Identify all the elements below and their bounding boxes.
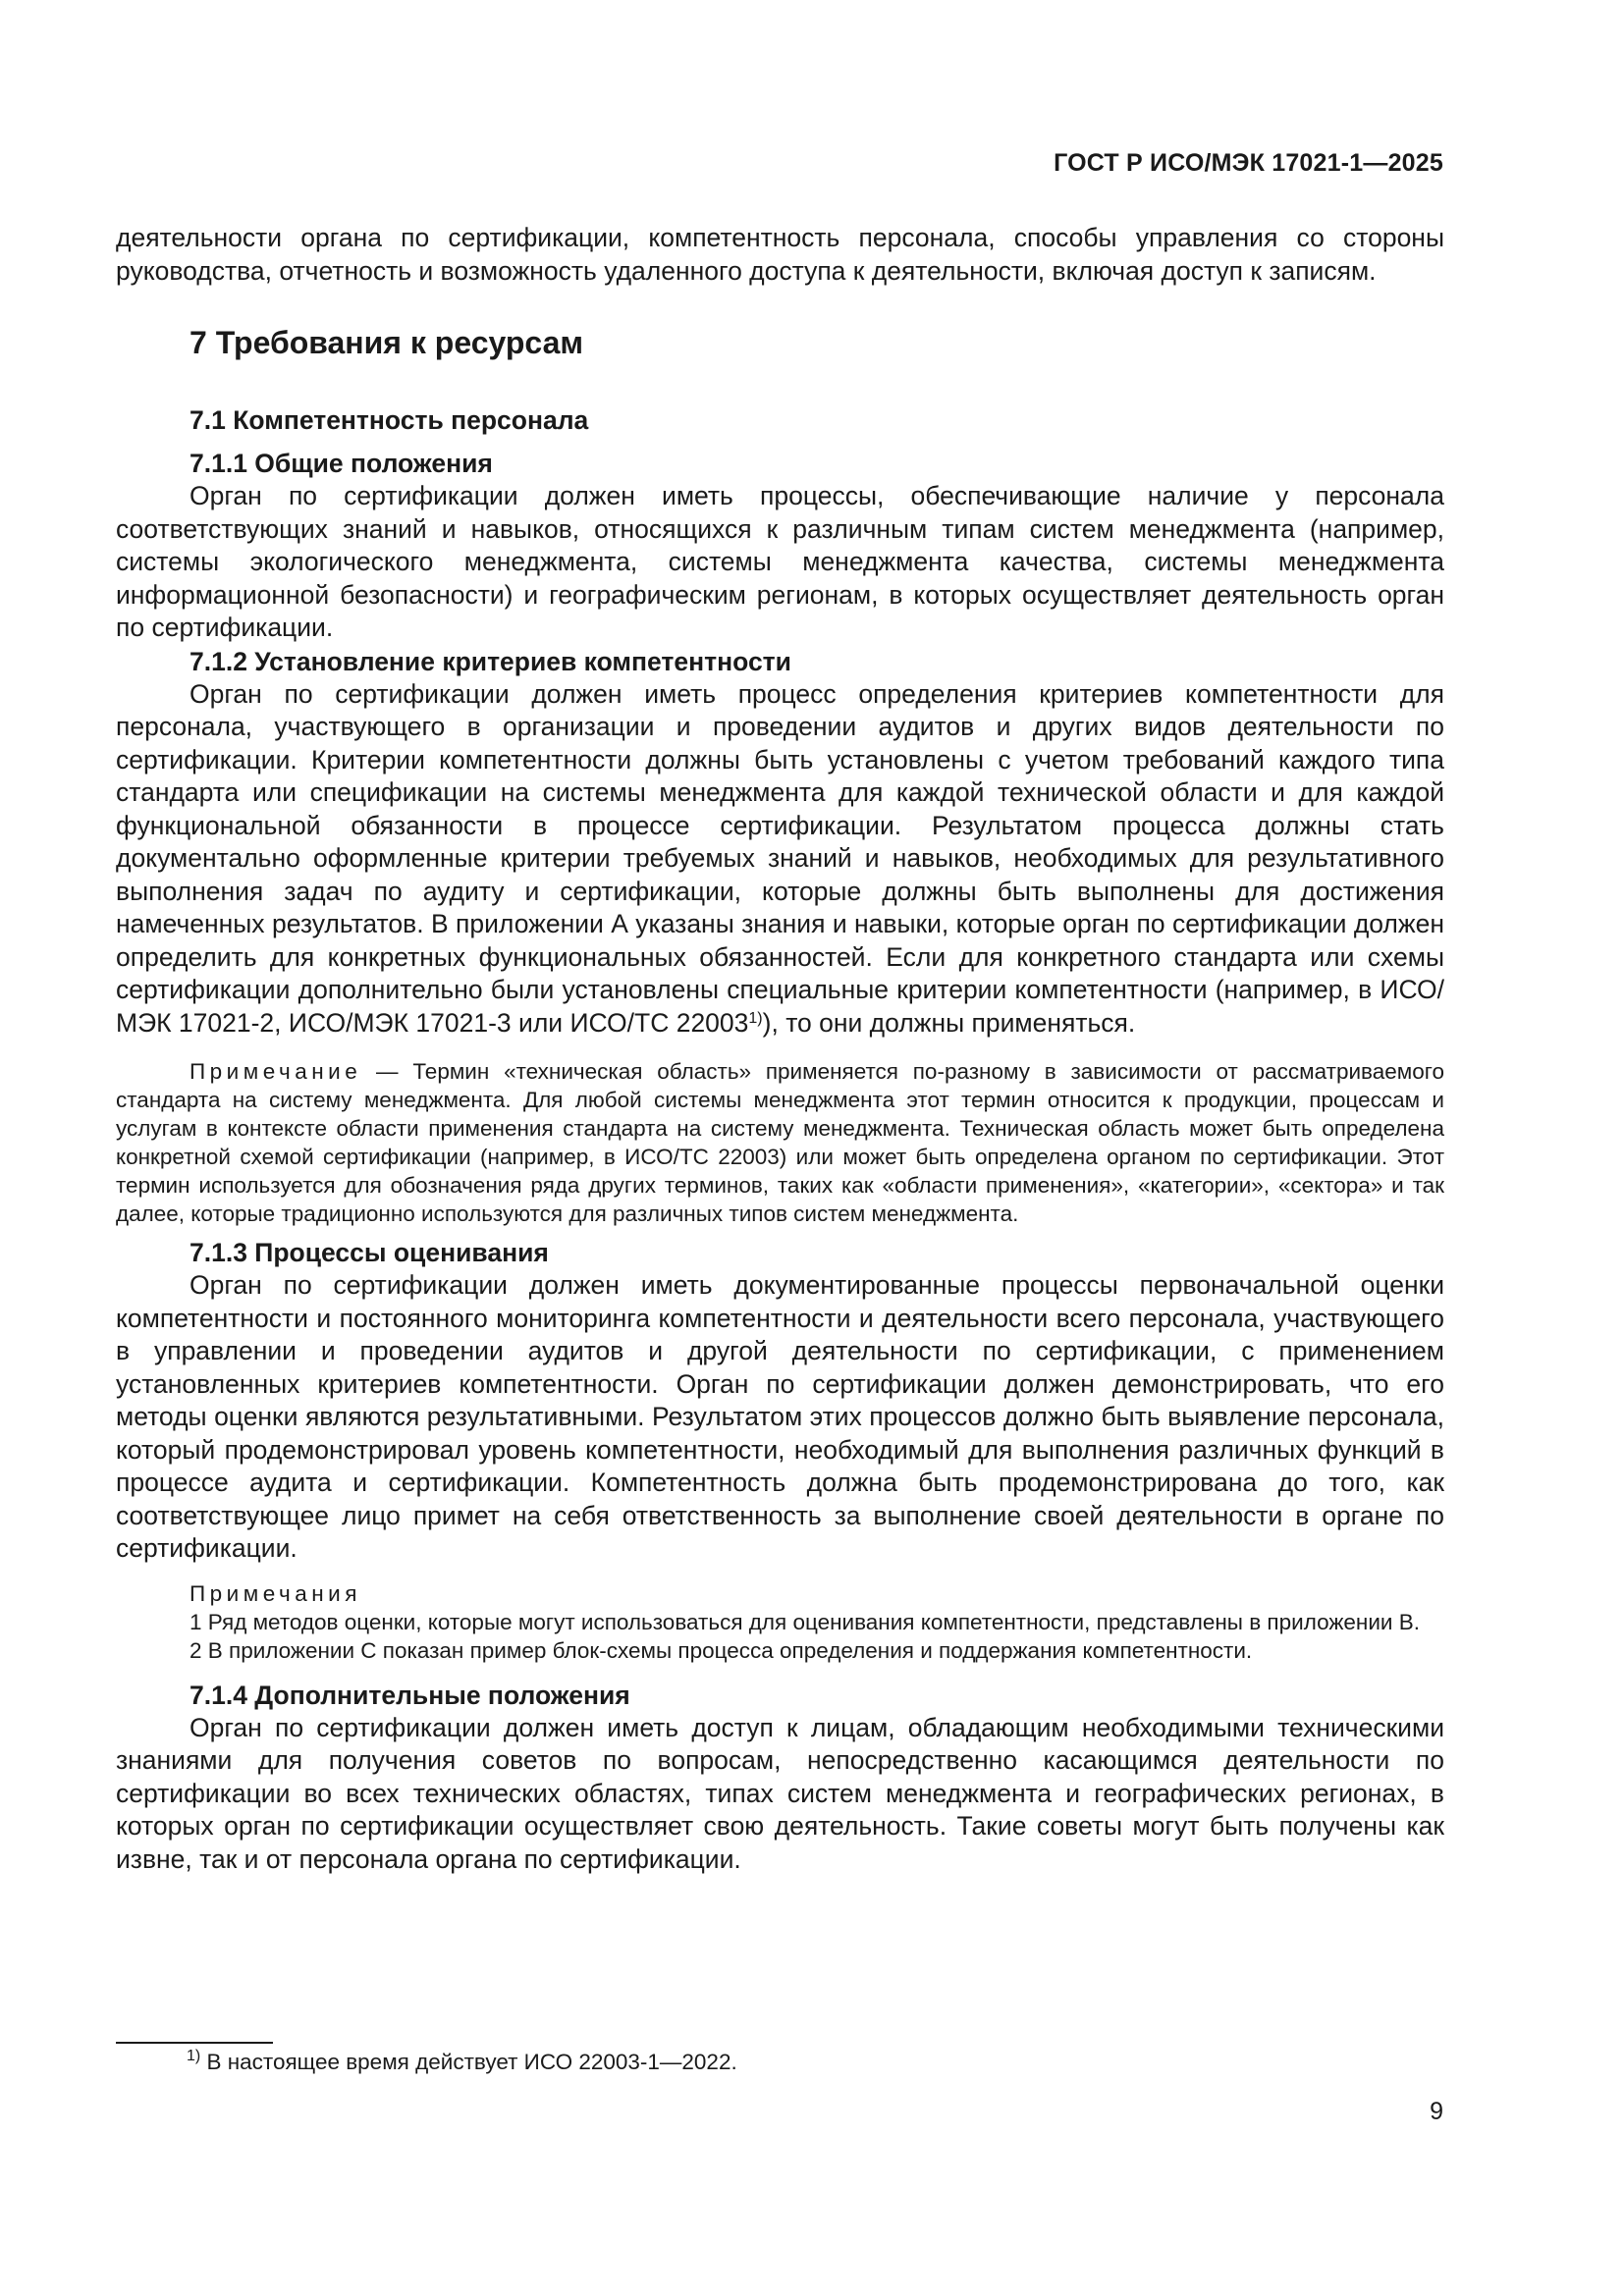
section-7-heading: 7 Требования к ресурсам <box>189 325 584 360</box>
intro-paragraph: деятельности органа по сертификации, компетентность персонала, способы управления со стороны руководства, отчетность и возможность удаленного доступа к деятельности, включая доступ к записям. <box>116 223 1444 286</box>
section-7-1-2-text: Орган по сертификации должен иметь процесс определения критериев компетентности для персонала, участвующего в организации и проведении аудитов и других видов деятельности по сертификации. Критерии компетентности должны быть установлены с учетом требований каждого типа стандарта или спецификации на системы менеджмента для каждой технической области и для каждой функциональной обязанности в процессе сертификации. Результатом процесса должны стать документально оформленные критерии требуемых знаний и навыков, необходимых для результативного выполнения задач по аудиту и сертификации, которые должны быть выполнены для достижения намеченных результатов. В приложении А указаны знания и навыки, которые орган по сертификации должен определить для конкретных функциональных обязанностей. Если для конкретного стандарта или схемы сертификации дополнительно были установлены специальные критерии компетентности (например, в ИСО/МЭК 17021-2, ИСО/МЭК 17021-3 или ИСО/ТС 22003 <box>116 678 1444 1038</box>
notes-title: Примечания <box>189 1580 361 1606</box>
section-7-1-4-paragraph: Орган по сертификации должен иметь доступ к лицам, обладающим необходимыми техническими знаниями для получения советов по вопросам, непосредственно касающимся деятельности по сертификации во всех технических областях, типах систем менеджмента и географических регионах, в которых орган по сертификации осуществляет свою деятельность. Такие советы могут быть получены как извне, так и от персонала органа по сертификации. <box>116 1712 1444 1874</box>
section-7-1-2-heading: 7.1.2 Установление критериев компетентности <box>189 646 791 676</box>
section-7-1-1-heading: 7.1.1 Общие положения <box>189 449 493 478</box>
document-header: ГОСТ Р ИСО/МЭК 17021-1—2025 <box>1054 149 1443 177</box>
footnote-text: В настоящее время действует ИСО 22003-1—2022. <box>200 2050 737 2074</box>
section-7-1-4-heading: 7.1.4 Дополнительные положения <box>189 1680 630 1710</box>
note-dash: — <box>361 1059 413 1084</box>
section-7-1-1-paragraph: Орган по сертификации должен иметь процессы, обеспечивающие наличие у персонала соответствующих знаний и навыков, относящихся к различным типам систем менеджмента (например, системы экологического менеджмента, системы менеджмента качества, системы менеджмента информационной безопасности) и географическим регионам, в которых осуществляет деятельность орган по сертификации. <box>116 481 1444 642</box>
footnote-marker: 1) <box>187 2048 201 2064</box>
footnote-reference[interactable]: 1) <box>748 1009 763 1027</box>
note-label: Примечание <box>189 1059 362 1084</box>
page-content <box>116 222 1444 1876</box>
note-text: Термин «техническая область» применяется по-разному в зависимости от рассматриваемого стандарта на систему менеджмента. Для любой системы менеджмента этот термин относится к продукции, процессам и услугам в контексте области применения стандарта на систему менеджмента. Техническая область может быть определена конкретной схемой сертификации (например, в ИСО/ТС 22003) или может быть определена органом по сертификации. Этот термин используется для обозначения ряда других терминов, таких как «области применения», «категории», «сектора» и так далее, которые традиционно используются для различных типов систем менеджмента. <box>116 1059 1444 1226</box>
section-7-1-2-paragraph <box>116 678 1444 1041</box>
footnote <box>187 2048 737 2076</box>
section-7-1-3-heading: 7.1.3 Процессы оценивания <box>189 1238 549 1267</box>
note-item: 2 В приложении С показан пример блок-схемы процесса определения и поддержания компетентности. <box>189 1637 1253 1663</box>
section-7-1-2-text-end: ), то они должны применяться. <box>762 1007 1136 1038</box>
footnote-divider <box>116 2042 273 2044</box>
note-item: 1 Ряд методов оценки, которые могут использоваться для оценивания компетентности, представлены в приложении В. <box>189 1609 1420 1634</box>
section-7-1-heading: 7.1 Компетентность персонала <box>189 405 589 435</box>
section-7-1-2-note <box>116 1057 1444 1228</box>
section-7-1-3-paragraph: Орган по сертификации должен иметь документированные процессы первоначальной оценки компетентности и постоянного мониторинга компетентности и деятельности всего персонала, участвующего в управлении и проведении аудитов и другой деятельности по сертификации, с применением установленных критериев компетентности. Орган по сертификации должен демонстрировать, что его методы оценки являются результативными. Результатом этих процессов должно быть выявление персонала, который продемонстрировал уровень компетентности, необходимый для выполнения различных функций в процессе аудита и сертификации. Компетентность должна быть продемонстрирована до того, как соответствующее лицо примет на себя ответственность за выполнение своей деятельности в органе по сертификации. <box>116 1270 1444 1563</box>
page-number: 9 <box>1430 2098 1443 2125</box>
